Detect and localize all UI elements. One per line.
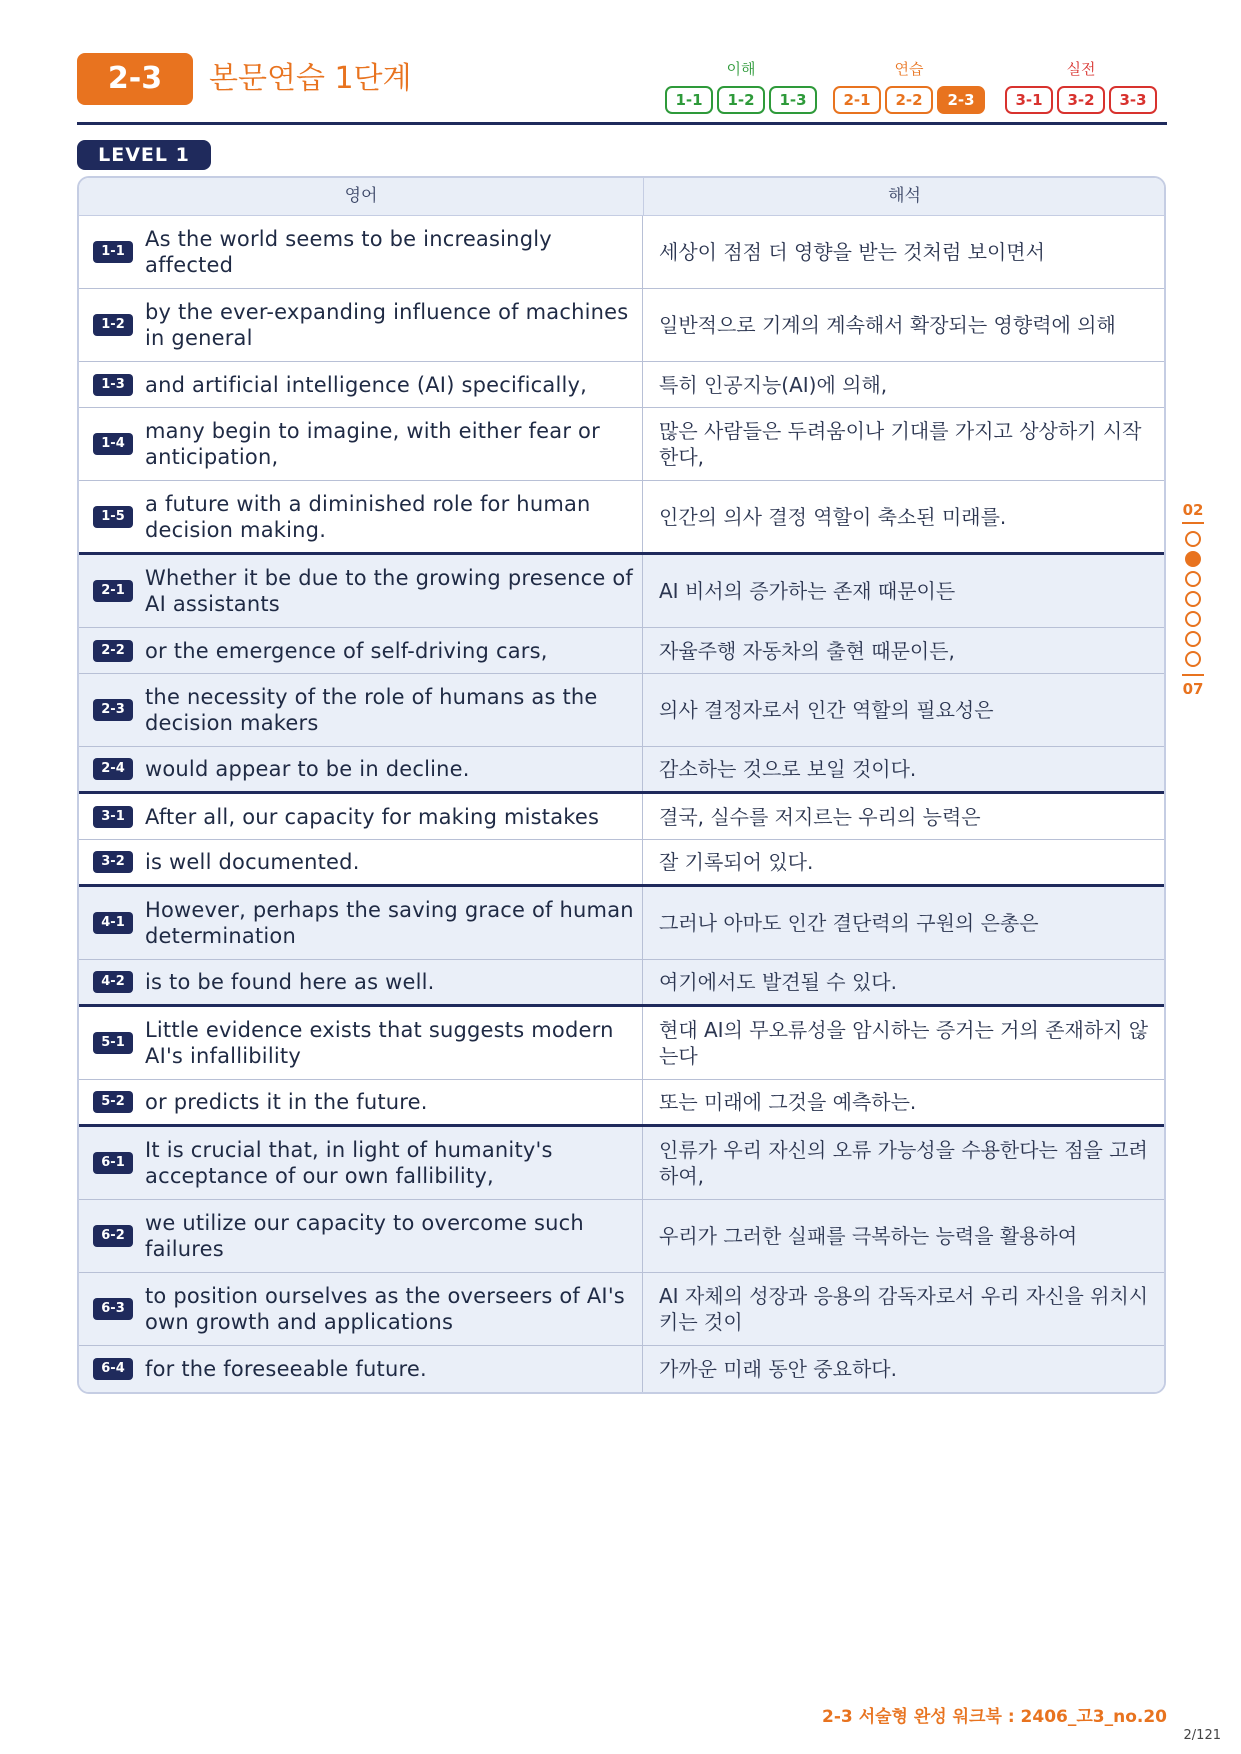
english-text: After all, our capacity for making mistakes (145, 804, 600, 829)
korean-text: 감소하는 것으로 보일 것이다. (659, 757, 917, 781)
english-text: or predicts it in the future. (145, 1090, 428, 1114)
korean-text: 가까운 미래 동안 중요하다. (659, 1357, 897, 1381)
sentence-tag: 3-1 (93, 806, 133, 828)
table-row (79, 1200, 1164, 1273)
korean-text: 세상이 점점 더 영향을 받는 것처럼 보이면서 (659, 240, 1045, 264)
sentence-tag: 2-4 (93, 758, 133, 780)
sentence-tag: 6-2 (93, 1225, 133, 1247)
english-text: would appear to be in decline. (145, 757, 470, 781)
english-text: to position ourselves as the overseers of AI's own growth and applications (145, 1284, 625, 1334)
sentence-tag: 1-3 (93, 374, 133, 396)
table-row (79, 1127, 1164, 1200)
table-row (79, 481, 1164, 555)
korean-text: AI 비서의 증가하는 존재 때문이든 (659, 579, 956, 603)
english-text: is to be found here as well. (145, 970, 435, 994)
korean-text: 여기에서도 발견될 수 있다. (659, 970, 897, 994)
sentence-tag: 6-4 (93, 1358, 133, 1380)
korean-text: 그러나 아마도 인간 결단력의 구원의 은총은 (659, 911, 1039, 935)
table-row (79, 840, 1164, 887)
korean-text: 많은 사람들은 두려움이나 기대를 가지고 상상하기 시작한다, (659, 419, 1142, 469)
korean-text: 일반적으로 기계의 계속해서 확장되는 영향력에 의해 (659, 313, 1116, 337)
english-text: Little evidence exists that suggests modern AI's infallibility (145, 1018, 614, 1068)
column-header-korean: 해석 (888, 186, 921, 206)
page-dot[interactable] (1185, 631, 1201, 647)
table-row (79, 794, 1164, 840)
sentence-table (77, 176, 1166, 1394)
footer-workbook-title: 서술형 완성 워크북 : 2406_고3_no.20 (858, 1707, 1167, 1727)
table-row (79, 887, 1164, 960)
sentence-tag: 2-1 (93, 580, 133, 602)
page-number: 2/121 (1183, 1728, 1221, 1743)
stage-1-3-button[interactable]: 1-3 (769, 86, 817, 114)
english-text: for the foreseeable future. (145, 1357, 427, 1381)
page-title: 본문연습 1단계 (209, 61, 412, 96)
sentence-tag: 1-2 (93, 314, 133, 336)
korean-text: 특히 인공지능(AI)에 의해, (659, 372, 888, 397)
footer-title (822, 1702, 1167, 1727)
stage-2-2-button[interactable]: 2-2 (885, 86, 933, 114)
stage-group-label: 연습 (894, 60, 924, 78)
sentence-tag: 2-3 (93, 699, 133, 721)
sentence-tag: 6-1 (93, 1152, 133, 1174)
table-row (79, 362, 1164, 408)
table-row (79, 1346, 1164, 1392)
side-nav-top-rule (1182, 522, 1204, 524)
english-text: a future with a diminished role for human decision making. (145, 491, 591, 542)
header-divider (77, 122, 1167, 125)
table-row (79, 289, 1164, 362)
table-row (79, 1080, 1164, 1127)
side-nav-end-label: 07 (1182, 680, 1204, 698)
table-row (79, 674, 1164, 747)
stage-2-3-button[interactable]: 2-3 (937, 86, 985, 114)
section-badge: 2-3 (77, 53, 193, 105)
level-badge: LEVEL 1 (77, 140, 211, 170)
table-row (79, 1273, 1164, 1346)
korean-text: 잘 기록되어 있다. (659, 850, 814, 874)
stage-1-2-button[interactable]: 1-2 (717, 86, 765, 114)
sentence-tag: 5-2 (93, 1091, 133, 1113)
korean-text: 결국, 실수를 저지르는 우리의 능력은 (659, 804, 981, 829)
stage-3-1-button[interactable]: 3-1 (1005, 86, 1053, 114)
korean-text: 인간의 의사 결정 역할이 축소된 미래를. (659, 504, 1007, 529)
korean-text: 자율주행 자동차의 출현 때문이든, (659, 638, 955, 663)
sentence-tag: 1-1 (93, 241, 133, 263)
side-nav-start-label: 02 (1182, 501, 1204, 519)
footer-section: 2-3 (822, 1707, 853, 1727)
table-row (79, 747, 1164, 794)
sentence-tag: 4-2 (93, 971, 133, 993)
korean-text: 또는 미래에 그것을 예측하는. (659, 1090, 917, 1114)
page-dot[interactable] (1185, 611, 1201, 627)
table-row (79, 628, 1164, 674)
table-row (79, 555, 1164, 628)
table-row (79, 408, 1164, 481)
table-row (79, 960, 1164, 1007)
stage-1-1-button[interactable]: 1-1 (665, 86, 713, 114)
english-text: However, perhaps the saving grace of human determination (145, 898, 634, 948)
sentence-tag: 1-4 (93, 433, 133, 455)
sentence-tag: 1-5 (93, 506, 133, 528)
page-dot[interactable] (1185, 591, 1201, 607)
table-row (79, 1007, 1164, 1080)
sentence-tag: 6-3 (93, 1298, 133, 1320)
english-text: many begin to imagine, with either fear or anticipation, (145, 419, 600, 469)
english-text: and artificial intelligence (AI) specifically, (145, 372, 588, 397)
stage-2-1-button[interactable]: 2-1 (833, 86, 881, 114)
page-dot[interactable] (1185, 651, 1201, 667)
sentence-tag: 3-2 (93, 851, 133, 873)
stage-3-3-button[interactable]: 3-3 (1109, 86, 1157, 114)
english-text: or the emergence of self-driving cars, (145, 638, 548, 663)
english-text: we utilize our capacity to overcome such failures (145, 1211, 584, 1261)
stage-group-label: 실전 (1066, 60, 1096, 78)
korean-text: 우리가 그러한 실패를 극복하는 능력을 활용하여 (659, 1224, 1078, 1248)
side-nav-bottom-rule (1182, 674, 1204, 676)
english-text: It is crucial that, in light of humanity's acceptance of our own fallibility, (145, 1138, 553, 1188)
stage-group-label: 이해 (726, 60, 756, 78)
table-row (79, 216, 1164, 289)
english-text: by the ever-expanding influence of machines in general (145, 300, 629, 350)
table-header (79, 178, 1164, 216)
sentence-tag: 4-1 (93, 912, 133, 934)
sentence-tag: 2-2 (93, 640, 133, 662)
page-dot-active[interactable] (1185, 551, 1201, 567)
korean-text: 인류가 우리 자신의 오류 가능성을 수용한다는 점을 고려하여, (659, 1138, 1148, 1188)
side-page-nav (1178, 497, 1208, 707)
page-dot[interactable] (1185, 571, 1201, 587)
english-text: the necessity of the role of humans as the decision makers (145, 685, 598, 735)
korean-text: AI 자체의 성장과 응용의 감독자로서 우리 자신을 위치시키는 것이 (659, 1284, 1149, 1334)
page-dot[interactable] (1185, 531, 1201, 547)
stage-3-2-button[interactable]: 3-2 (1057, 86, 1105, 114)
english-text: Whether it be due to the growing presence of AI assistants (145, 566, 634, 616)
sentence-tag: 5-1 (93, 1032, 133, 1054)
korean-text: 의사 결정자로서 인간 역할의 필요성은 (659, 698, 994, 722)
english-text: is well documented. (145, 850, 360, 874)
english-text: As the world seems to be increasingly affected (145, 227, 552, 277)
korean-text: 현대 AI의 무오류성을 암시하는 증거는 거의 존재하지 않는다 (659, 1018, 1149, 1068)
stage-navigation (665, 58, 1170, 118)
column-header-english: 영어 (79, 178, 644, 215)
